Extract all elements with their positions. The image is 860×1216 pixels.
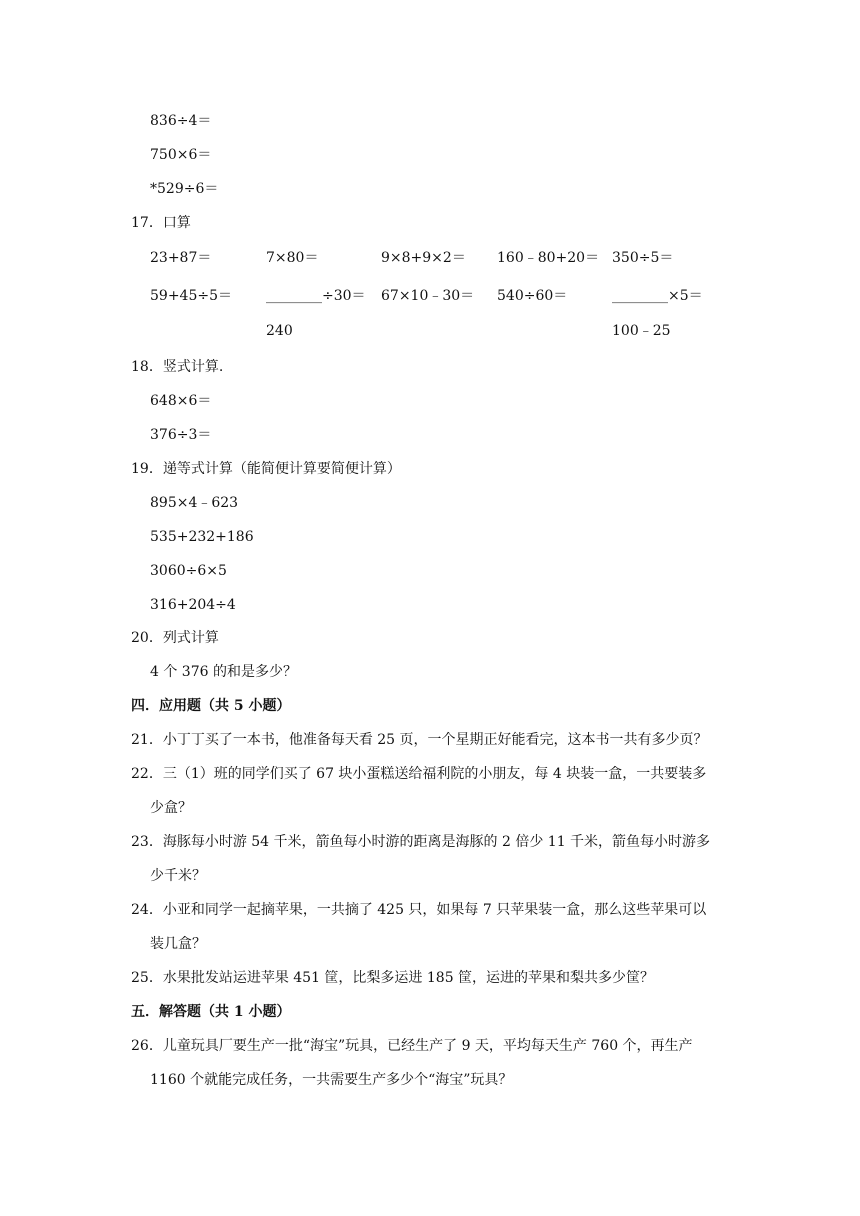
q18-item-1: 648×6＝ xyxy=(150,393,212,409)
q25-text: 25．水果批发站运进苹果 451 筐，比梨多运进 185 筐，运进的苹果和梨共多少筐？ xyxy=(131,970,655,986)
q22-text-line1: 22．三（1）班的同学们买了 67 块小蛋糕送给福利院的小朋友，每 4 块装一盒，一共要装多 xyxy=(131,766,707,782)
q18-title: 18．竖式计算. xyxy=(131,359,224,375)
section-5-heading: 五．解答题（共 1 小题） xyxy=(131,1004,291,1020)
q22-text-line2: 少盒？ xyxy=(150,800,192,816)
q18-item-2: 376÷3＝ xyxy=(150,427,212,443)
q20-title: 20．列式计算 xyxy=(131,630,219,646)
q17-r3-c2: 240 xyxy=(266,323,293,339)
section-4-heading: 四．应用题（共 5 小题） xyxy=(131,698,291,714)
q17-title: 17．口算 xyxy=(131,215,191,231)
q17-r2-c3: 67×10﹣30＝ xyxy=(381,288,475,304)
q23-text-line2: 少千米？ xyxy=(150,868,206,884)
q16-item-2: 750×6＝ xyxy=(150,147,212,163)
q24-text-line2: 装几盒？ xyxy=(150,936,206,952)
q19-item-1: 895×4﹣623 xyxy=(150,495,239,511)
q19-item-2: 535+232+186 xyxy=(150,529,254,545)
q17-r1-c5: 350÷5＝ xyxy=(612,250,674,266)
q17-r1-c2: 7×80＝ xyxy=(266,250,319,266)
q26-text-line2: 1160 个就能完成任务，一共需要生产多少个“海宝”玩具？ xyxy=(150,1072,513,1088)
q17-r1-c1: 23+87＝ xyxy=(150,250,212,266)
q17-r2-c5: ________×5＝ xyxy=(612,288,703,304)
q23-text-line1: 23．海豚每小时游 54 千米，箭鱼每小时游的距离是海豚的 2 倍少 11 千米，箭鱼每小时游多 xyxy=(131,834,711,850)
q17-r2-c1: 59+45÷5＝ xyxy=(150,288,232,304)
q17-r1-c4: 160﹣80+20＝ xyxy=(497,250,600,266)
q19-item-3: 3060÷6×5 xyxy=(150,563,227,579)
q21-text: 21．小丁丁买了一本书，他准备每天看 25 页，一个星期正好能看完，这本书一共有多少页？ xyxy=(131,732,708,748)
q16-item-3: *529÷6＝ xyxy=(150,181,219,197)
q17-r2-c4: 540÷60＝ xyxy=(497,288,568,304)
q19-title: 19．递等式计算（能简便计算要简便计算） xyxy=(131,461,401,477)
q24-text-line1: 24．小亚和同学一起摘苹果，一共摘了 425 只，如果每 7 只苹果装一盒，那么这些苹果可以 xyxy=(131,902,707,918)
q17-r2-c2: ________÷30＝ xyxy=(266,288,366,304)
q20-item: 4 个 376 的和是多少？ xyxy=(150,664,297,680)
q16-item-1: 836÷4＝ xyxy=(150,113,212,129)
q26-text-line1: 26．儿童玩具厂要生产一批“海宝”玩具，已经生产了 9 天，平均每天生产 760 个，再生产 xyxy=(131,1038,693,1054)
q17-r1-c3: 9×8+9×2＝ xyxy=(381,250,466,266)
q17-r3-c5: 100﹣25 xyxy=(612,323,671,339)
q19-item-4: 316+204÷4 xyxy=(150,597,236,613)
